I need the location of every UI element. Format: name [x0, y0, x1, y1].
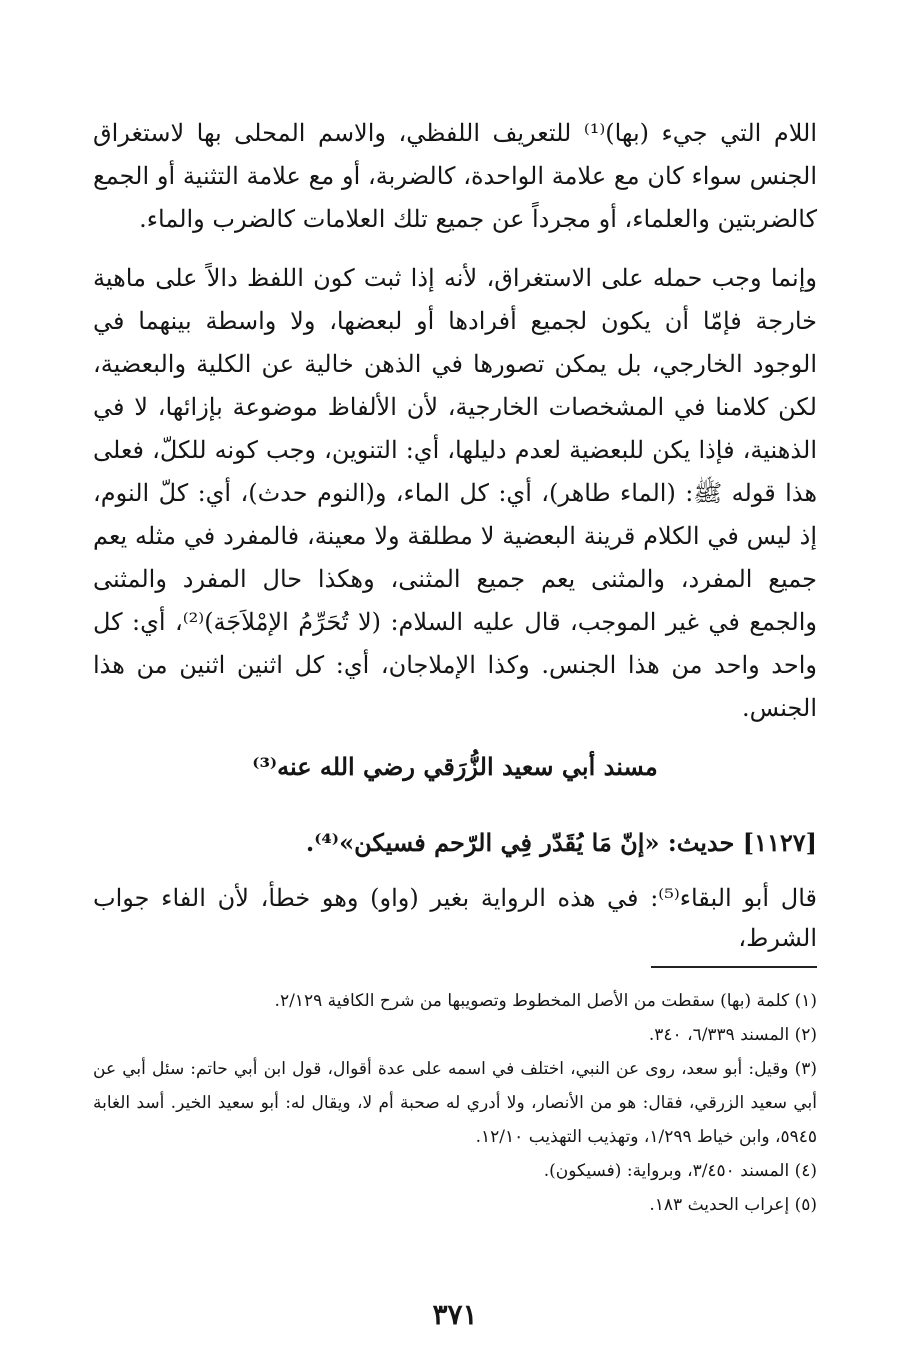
hadith-line: [١١٢٧] حديث: «إنّ مَا يُقَدّر فِي الرّحم فسيكن»⁽⁴⁾. [305, 828, 817, 857]
footnote-2: (٢) المسند ٦/٣٣٩، ٣٤٠. [648, 1025, 817, 1045]
quote-line: قال أبو البقاء⁽⁵⁾: في هذه الرواية بغير (واو) وهو خطأ، لأن الفاء جواب الشرط، [93, 884, 817, 952]
footnote-5: (٥) إعراب الحديث ١٨٣. [649, 1195, 817, 1215]
footnote-3: (٣) وقيل: أبو سعد، روى عن النبي، اختلف في اسمه على عدة أقوال، قول ابن أبي حاتم: سئل أبي عن أبي سعيد الزرقي، فقال: هو من الأنصار، ولا أدري له صحبة أم لا، ويقال له: أبو سعيد الخير. أسد الغابة ٥٩٤٥، وابن خياط ١/٢٩٩، وتهذيب التهذيب ١٢/١٠. [93, 1059, 817, 1147]
footnote-1: (١) كلمة (بها) سقطت من الأصل المخطوط وتصويبها من شرح الكافية ٢/١٢٩. [274, 991, 817, 1011]
paragraph-2: وإنما وجب حمله على الاستغراق، لأنه إذا ثبت كون اللفظ دالاً على ماهية خارجة فإمّا أن يكون لجميع أفرادها أو لبعضها، ولا واسطة بينهما في الوجود الخارجي، بل يمكن تصورها في الذهن خالية عن الكلية والبعضية، لكن كلامنا في المشخصات الخارجية، لأن الألفاظ موضوعة بإزائها، لا في الذهنية، فإذا يكن للبعضية لعدم دليلها، أي: التنوين، وجب كونه للكلّ، فعلى هذا قوله ﷺ: (الماء طاهر)، أي: كل الماء، و(النوم حدث)، أي: كلّ النوم، إذ ليس في الكلام قرينة البعضية لا مطلقة ولا معينة، فالمفرد في مثله يعم جميع المفرد، والمثنى يعم جميع المثنى، وهكذا حال المفرد والمثنى والجمع في غير الموجب، قال عليه السلام: (لا تُحَرِّمُ الإمْلاَجَة)⁽²⁾، أي: كل واحد واحد من هذا الجنس. وكذا الإملاجان، أي: كل اثنين اثنين من هذا الجنس. [93, 264, 818, 722]
page-number: ٣٧١ [432, 1298, 478, 1331]
footnotes [93, 984, 817, 1222]
footnote-4: (٤) المسند ٣/٤٥٠، وبرواية: (فسيكون). [543, 1161, 817, 1181]
document-page [93, 112, 817, 1332]
paragraph-1: اللام التي جيء (بها)⁽¹⁾ للتعريف اللفظي، والاسم المحلى بها لاستغراق الجنس سواء كان مع علامة الواحدة، كالضربة، أو مع علامة التثنية أو الجمع كالضربتين والعلماء، أو مجرداً عن جميع تلك العلامات كالضرب والماء. [93, 119, 818, 233]
footnote-divider [651, 966, 817, 968]
section-heading: مسند أبي سعيد الزُّرَقي رضي الله عنه⁽³⁾ [252, 752, 658, 781]
